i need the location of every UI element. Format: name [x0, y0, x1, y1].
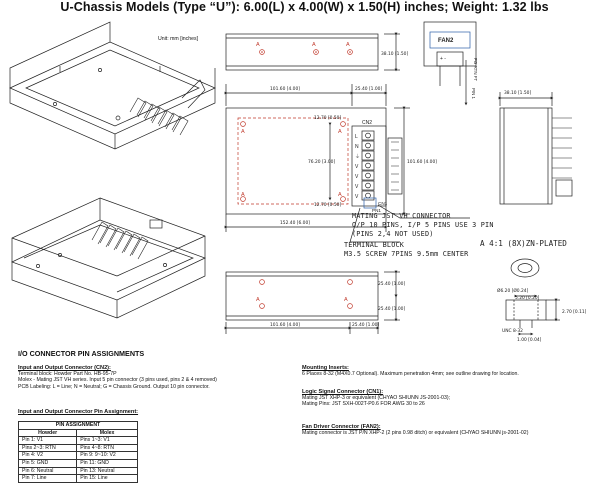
- table-cell: Pins 4~8: RTN: [77, 444, 138, 452]
- terminal-label-ground: ⏚: [355, 154, 361, 160]
- table-cell: Pins 2~3: RTN: [19, 444, 77, 452]
- detail-a-callout: A 4:1 (8X)ZN-PLATED: [480, 239, 567, 248]
- cn2-line: Molex - Mating JST VH series. Input 5 pin connector (3 pins used, pins 2 & 4 removed): [18, 377, 217, 384]
- cn1-heading: Logic Signal Connector (CN1):: [302, 389, 384, 395]
- top-view: [226, 34, 400, 70]
- side-view-right: [500, 92, 572, 204]
- table-cell: Pin 11: GND: [77, 459, 138, 467]
- fan2-line: Mating connector is JST P/N XHP-2 (2 pins 0.98 ditch) or equivalent (CHYAO SHIUNN js-2001-02): [302, 430, 529, 436]
- isometric-view-bottom: [12, 198, 205, 318]
- table-cell: Pin 1: V1: [19, 437, 77, 445]
- fan2-heading: Fan Driver Connector (FAN2):: [302, 424, 381, 430]
- dim-unc: UNC 8-32: [502, 329, 523, 334]
- mark-a: A: [241, 192, 245, 198]
- dim-width-25: 25.40 [1.00]: [355, 87, 383, 92]
- table-row: [19, 437, 138, 445]
- terminal-label-v: V: [355, 194, 359, 200]
- column-header: Howder: [19, 429, 77, 437]
- dim-100: 1.00 [0.04]: [517, 338, 542, 343]
- terminal-callout-line: TERMINAL BLOCK: [344, 241, 405, 249]
- pn1-label: PN1: [372, 208, 381, 213]
- dim-height-101: 101.60 [4.00]: [407, 160, 437, 165]
- cn1-label: CN1: [378, 201, 388, 206]
- pin-table-caption: PIN ASSIGNMENT: [19, 422, 138, 430]
- isometric-view-top: [10, 22, 215, 149]
- table-cell: Pin 4: V2: [19, 452, 77, 460]
- pin-table-heading: Input and Output Connector Pin Assignment:: [18, 409, 139, 415]
- terminal-label-line: L: [355, 134, 358, 140]
- mark-a: A: [338, 129, 342, 135]
- table-row: [19, 459, 138, 467]
- cn1-line: Mating JST XHP-3 or equivalent (CHYAO SHIUNN JS-2001-03);: [302, 395, 450, 401]
- dim-bottom-25a: 25.40 [1.00]: [378, 282, 406, 287]
- cn1-line: Mating Pins: JST SXH-002T-P0.6 FOR AWG 30 to 26: [302, 401, 425, 408]
- page-title: U-Chassis Models (Type “U”): 6.00(L) x 4.00(W) x 1.50(H) inches; Weight: 1.32 lbs: [60, 0, 549, 14]
- table-cell: Pin 5: GND: [19, 459, 77, 467]
- dim-bottom-25b: 25.40 [1.00]: [378, 307, 406, 312]
- unit-note: Unit: mm [inches]: [158, 36, 199, 42]
- terminal-label-v: V: [355, 174, 359, 180]
- table-cell: Pins 1~3: V1: [77, 437, 138, 445]
- mounting-heading: Mounting Inserts:: [302, 365, 349, 371]
- table-cell: Pin 7: Line: [19, 475, 77, 483]
- mark-a: A: [338, 192, 342, 198]
- fan2-info-block: [302, 424, 602, 436]
- table-row: [19, 475, 138, 483]
- jst-callout-line: O/P 10 PINS, I/P 5 PINS USE 3 PIN: [352, 221, 494, 229]
- mark-a: A: [346, 42, 350, 48]
- dim-right-height: 38.10 [1.50]: [504, 91, 532, 96]
- dim-520: 5.20 [0.20]: [515, 296, 540, 301]
- dim-hole-top: 12.70 [0.50]: [314, 116, 342, 121]
- cn2-label: CN2: [362, 120, 373, 126]
- table-row: [19, 452, 138, 460]
- pin-assignment-table: [18, 421, 138, 483]
- mounting-line: 6 Places 8-32 (M4X0.7 Optional). Maximum penetration 4mm; see outline drawing for location.: [302, 371, 519, 377]
- mounting-info-block: [302, 365, 602, 377]
- terminal-callout-line: M3.5 SCREW 7PINS 9.5mm CENTER: [344, 250, 469, 258]
- cn2-info-block: [18, 365, 298, 390]
- pin1-label: PIN 1: [471, 88, 476, 99]
- terminal-label-v: V: [355, 164, 359, 170]
- dim-width-101: 101.60 [4.00]: [270, 87, 300, 92]
- mark-a: A: [241, 129, 245, 135]
- dim-hole-bottom: 12.70 [0.50]: [314, 203, 342, 208]
- table-row: [19, 444, 138, 452]
- table-cell: Pin 15: Line: [77, 475, 138, 483]
- terminal-label-neutral: N: [355, 144, 359, 150]
- fan2-pins-label: + -: [440, 56, 446, 62]
- column-header: Molex: [77, 429, 138, 437]
- fan2-signal-label: PG RTN FT: [473, 58, 478, 82]
- jst-callout-line: MATING JST VH CONNECTOR: [352, 212, 451, 220]
- cn1-info-block: [302, 389, 602, 408]
- fan2-connector-detail: [424, 22, 476, 104]
- dim-bottom-101: 101.60 [4.00]: [270, 323, 300, 328]
- fan2-label: FAN2: [438, 38, 454, 44]
- dim-inner-76: 76.20 [3.00]: [308, 160, 336, 165]
- cn2-line: Terminal block: Howder Part No. HB-95-7P: [18, 371, 117, 377]
- mark-a: A: [256, 42, 260, 48]
- jst-callout-line: (PINS 2,4 NOT USED): [352, 230, 434, 238]
- cn2-line: PCB Labeling: L = Line; N = Neutral; G = Chassis Ground. Output 10 pin connector.: [18, 383, 210, 390]
- table-cell: Pin 9: 9~10: V2: [77, 452, 138, 460]
- mark-a: A: [344, 297, 348, 303]
- dim-diameter: Ø6.20 [Ø0.24]: [497, 289, 529, 294]
- dim-length-152: 152.40 [6.00]: [280, 221, 310, 226]
- mark-a: A: [256, 297, 260, 303]
- table-cell: Pin 13: Neutral: [77, 467, 138, 475]
- table-cell: Pin 6: Neutral: [19, 467, 77, 475]
- dim-top-height: 38.10 [1.50]: [381, 52, 409, 57]
- mark-a: A: [312, 42, 316, 48]
- table-row: [19, 467, 138, 475]
- dim-270: 2.70 [0.11]: [562, 310, 587, 315]
- terminal-label-v: V: [355, 184, 359, 190]
- io-section-heading: I/O CONNECTOR PIN ASSIGNMENTS: [18, 349, 145, 358]
- cn2-heading: Input and Output Connector (CN2):: [18, 365, 111, 371]
- dim-bottom-25c: 25.40 [1.00]: [352, 323, 380, 328]
